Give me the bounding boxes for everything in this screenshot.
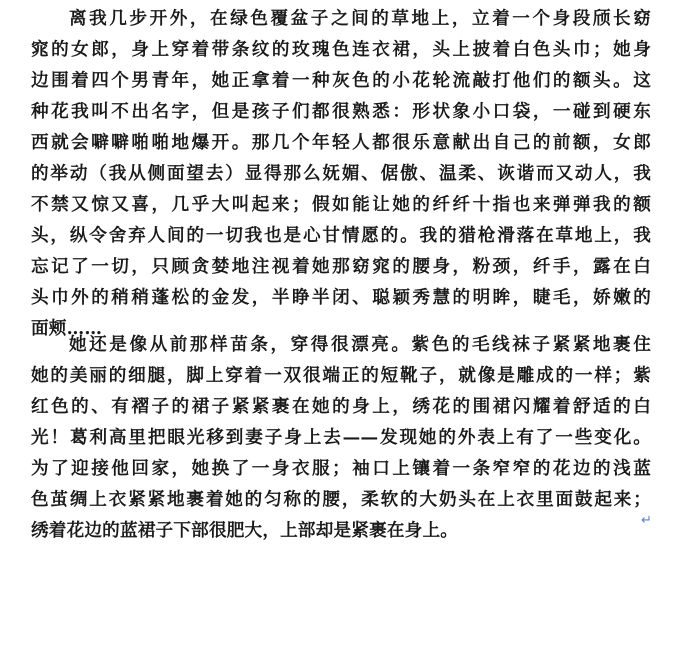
text-line: 她还是像从前那样苗条，穿得很漂亮。紫色的毛线袜子紧紧地裹住 <box>69 334 651 355</box>
text-line: 面颊…… <box>31 318 103 339</box>
text-line: 西就会噼噼啪啪地爆开。那几个年轻人都很乐意献出自己的前额，女郎 <box>31 132 651 153</box>
text-line: 边围着四个男青年，她正拿着一种灰色的小花轮流敲打他们的额头。这 <box>31 70 651 91</box>
text-line: 色茧绸上衣紧紧地裹着她的匀称的腰，柔软的大奶头在上衣里面鼓起来； <box>31 489 651 510</box>
text-line: 绣着花边的蓝裙子下部很肥大，上部却是紧裹在身上。 <box>31 520 459 541</box>
text-line: 头，纵令舍弃人间的一切我也是心甘情愿的。我的猎枪滑落在草地上，我 <box>31 225 651 246</box>
text-line: 的举动（我从侧面望去）显得那么妩媚、倨傲、温柔、诙谐而又动人，我 <box>31 163 651 184</box>
text-line: 离我几步开外，在绿色覆盆子之间的草地上，立着一个身段颀长窈 <box>69 8 651 29</box>
paragraph-2 <box>31 329 651 546</box>
text-line: 为了迎接他回家，她换了一身衣服；袖口上镶着一条窄窄的花边的浅蓝 <box>31 458 651 479</box>
paragraph-1 <box>31 3 651 344</box>
text-line: 她的美丽的细腿，脚上穿着一双很端正的短靴子，就像是雕成的一样；紫 <box>31 365 651 386</box>
text-line: 种花我叫不出名字，但是孩子们都很熟悉：形状象小口袋，一碰到硬东 <box>31 101 651 122</box>
text-line: 忘记了一切，只顾贪婪地注视着她那窈窕的腰身，粉颈，纤手，露在白 <box>31 256 651 277</box>
text-line: 头巾外的稍稍蓬松的金发，半睁半闭、聪颖秀慧的明眸，睫毛，娇嫩的 <box>31 287 651 308</box>
text-line: 红色的、有褶子的裙子紧紧裹在她的身上，绣花的围裙闪耀着舒适的白 <box>31 396 651 417</box>
text-line: 窕的女郎，身上穿着带条纹的玫瑰色连衣裙，头上披着白色头巾；她身 <box>31 39 651 60</box>
paragraph-mark-icon: ↵ <box>641 513 652 528</box>
text-line: 光！葛利高里把眼光移到妻子身上去——发现她的外表上有了一些变化。 <box>31 427 651 448</box>
text-line: 不禁又惊又喜，几乎大叫起来；假如能让她的纤纤十指也来弹弹我的额 <box>31 194 651 215</box>
